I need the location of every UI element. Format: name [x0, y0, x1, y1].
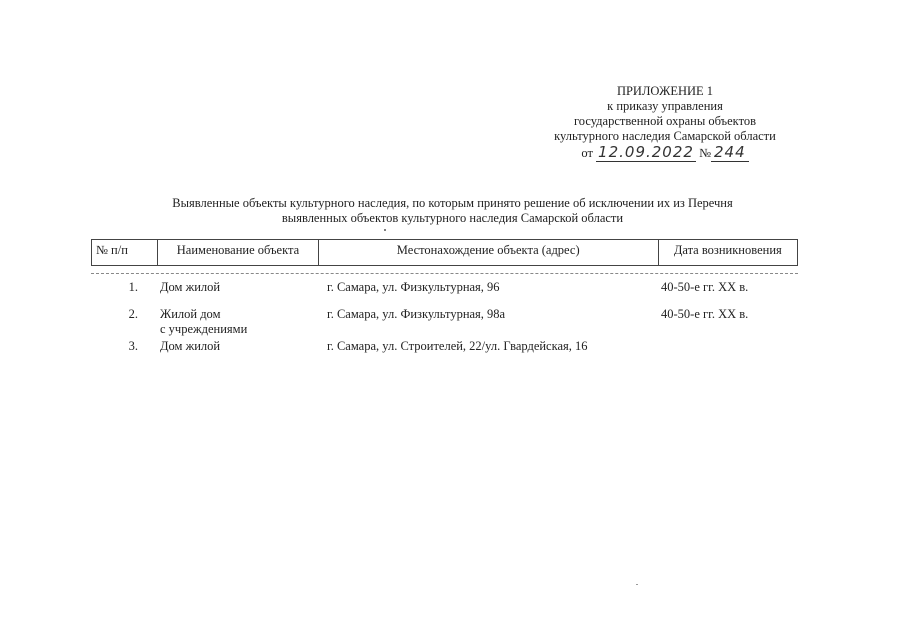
- row-object-name: Дом жилой: [160, 280, 221, 294]
- header-origin-date: Дата возникновения: [658, 240, 797, 266]
- document-title: [100, 196, 805, 226]
- table-header-row: [92, 240, 798, 266]
- header-object-name: Наименование объекта: [158, 240, 319, 266]
- scan-artifact-mark: [636, 584, 638, 585]
- row-address: г. Самара, ул. Строителей, 22/ул. Гвардейская, 16: [327, 339, 588, 353]
- appendix-block: [520, 84, 810, 161]
- header-address: Местонахождение объекта (адрес): [318, 240, 658, 266]
- row-number: 1.: [128, 280, 138, 294]
- order-number-handwritten: 244: [711, 143, 749, 162]
- row-object-name: Дом жилой: [160, 339, 221, 353]
- appendix-line-2: государственной охраны объектов: [573, 114, 757, 128]
- appendix-title: ПРИЛОЖЕНИЕ 1: [616, 84, 714, 98]
- document-title-line-1: Выявленные объекты культурного наследия, по которым принято решение об исключении их из Перечня: [172, 196, 733, 210]
- order-date-number-line: [520, 145, 810, 161]
- row-number: 3.: [128, 339, 138, 353]
- document-title-line-2: выявленных объектов культурного наследия Самарской области: [281, 211, 624, 225]
- row-object-name: Жилой дом с учреждениями: [160, 307, 248, 336]
- table-header-dotted-line: [91, 273, 798, 274]
- header-number: № п/п: [92, 240, 158, 266]
- scan-artifact-dot: [384, 229, 386, 231]
- number-prefix: №: [699, 146, 711, 160]
- date-prefix: от: [581, 146, 593, 160]
- appendix-line-3: культурного наследия Самарской области: [554, 129, 776, 143]
- objects-table-header: [91, 239, 798, 266]
- row-origin-date: 40-50-е гг. XX в.: [661, 307, 749, 321]
- row-origin-date: 40-50-е гг. XX в.: [661, 280, 749, 294]
- row-number: 2.: [128, 307, 138, 321]
- row-address: г. Самара, ул. Физкультурная, 96: [327, 280, 500, 294]
- order-date-handwritten: 12.09.2022: [598, 143, 694, 161]
- row-address: г. Самара, ул. Физкультурная, 98а: [327, 307, 506, 321]
- appendix-line-1: к приказу управления: [607, 99, 723, 113]
